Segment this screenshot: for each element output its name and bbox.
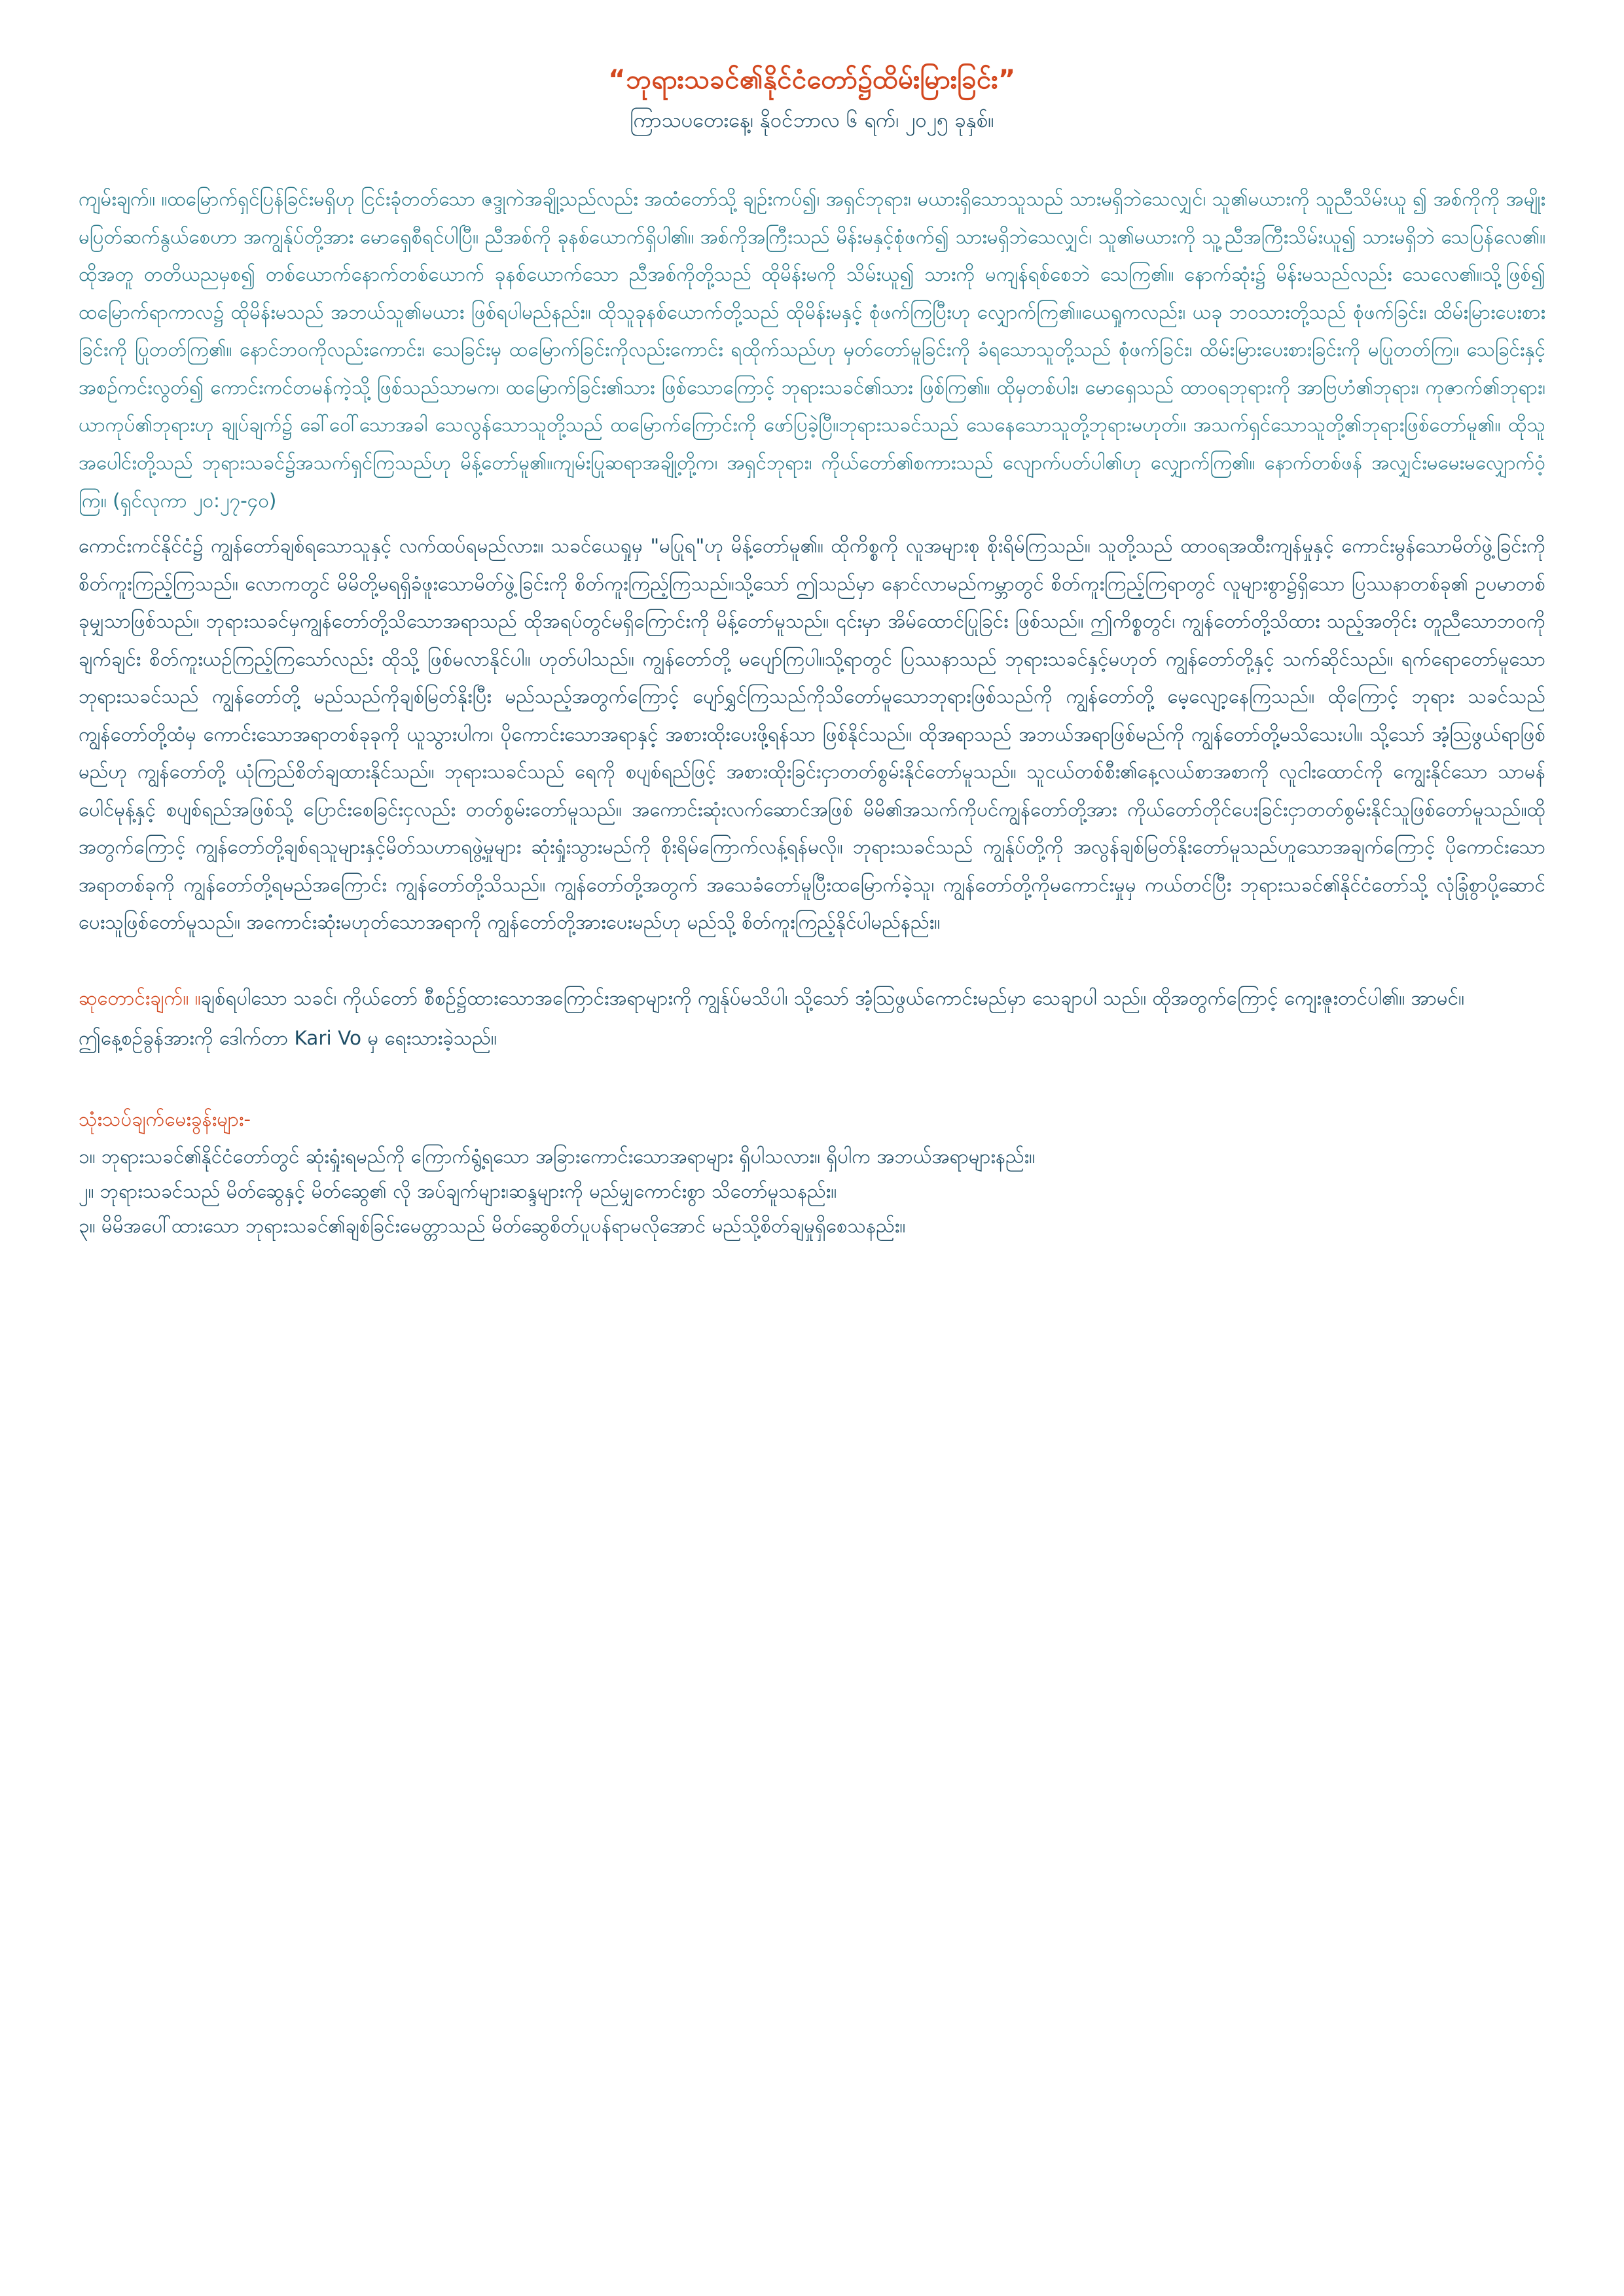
prayer-text: ချစ်ရပါသော သခင်၊ ကိုယ်တော် စီစဉ်၌ထားသောအကြောင်းအရာများကို ကျွန်ုပ်မသိပါ၊ သို့သော် အံ့သြဖွယ်ကောင်းမည်မှာ သေချာပါ သည်။ ထိုအတွက်ကြောင့် ကျေးဇူးတင်ပါ၏။ အာမင်။ (200, 986, 1464, 1009)
author-credit: ဤနေ့စဉ်ခွန်အားကို ဒေါက်တာ Kari Vo မှ ရေးသားခဲ့သည်။ (79, 1027, 497, 1050)
devotional-body-paragraph: ကောင်းကင်နိုင်ငံ၌ ကျွန်တော်ချစ်ရသောသူနှင့် လက်ထပ်ရမည်လား။ သခင်ယေရှုမှ "မပြုရ"ဟု မိန့်တော်မူ၏။ ထိုကိစ္စကို လူအများစု စိုးရိမ်ကြသည်။ သူတို့သည် ထာဝရအထီးကျန်မှုနှင့် ကောင်းမွန်သောမိတ်ဖွဲ့ခြင်းကို စိတ်ကူးကြည့်ကြသည်။ လောကတွင် မိမိတို့မရရှိခံဖူးသောမိတ်ဖွဲ့ခြင်းကို စိတ်ကူးကြည့်ကြသည်။သို့သော် ဤသည်မှာ နောင်လာမည်ကမ္ဘာတွင် စိတ်ကူးကြည့်ကြရာတွင် လူများစွာ၌ရှိသော ပြဿနာတစ်ခု၏ ဥပမာတစ်ခုမျှသာဖြစ်သည်။ ဘုရားသခင်မှကျွန်တော်တို့သိသောအရာသည် ထိုအရပ်တွင်မရှိကြောင်းကို မိန့်တော်မူသည်။ ၎င်းမှာ အိမ်ထောင်ပြုခြင်း ဖြစ်သည်။ ဤကိစ္စတွင်၊ ကျွန်တော်တို့သိထား သည့်အတိုင်း တူညီသောဘဝကို ချက်ချင်း စိတ်ကူးယဉ်ကြည့်ကြသော်လည်း ထိုသို့ ဖြစ်မလာနိုင်ပါ။ ဟုတ်ပါသည်။ ကျွန်တော်တို့ မပျော်ကြပါ။သို့ရာတွင် ပြဿနာသည် ဘုရားသခင်နှင့်မဟုတ် ကျွန်တော်တို့နှင့် သက်ဆိုင်သည်။ ရက်ရောတော်မူသောဘုရားသခင်သည် ကျွန်တော်တို့ မည်သည်ကိုချစ်မြတ်နိုးပြီး မည်သည့်အတွက်ကြောင့် ပျော်ရွှင်ကြသည်ကိုသိတော်မူသောဘုရားဖြစ်သည်ကို ကျွန်တော်တို့ မေ့လျော့နေကြသည်။ ထိုကြောင့် ဘုရား သခင်သည် ကျွန်တော်တို့ထံမှ ကောင်းသောအရာတစ်ခုခုကို ယူသွားပါက၊ ပိုကောင်းသောအရာနှင့် အစားထိုးပေးဖို့ရန်သာ ဖြစ်နိုင်သည်။ ထိုအရာသည် အဘယ်အရာဖြစ်မည်ကို ကျွန်တော်တို့မသိသေးပါ။ သို့သော် အံ့သြဖွယ်ရာဖြစ်မည်ဟု ကျွန်တော်တို့ ယုံကြည်စိတ်ချထားနိုင်သည်။ ဘုရားသခင်သည် ရေကို စပျစ်ရည်ဖြင့် အစားထိုးခြင်းငှာတတ်စွမ်းနိုင်တော်မူသည်။ သူငယ်တစ်စီး၏နေ့လယ်စာအစာကို လူငါးထောင်ကို ကျွေးနိုင်သော သာမန်ပေါင်မုန့်နှင့် စပျစ်ရည်အဖြစ်သို့ ပြောင်းစေခြင်းငှလည်း တတ်စွမ်းတော်မူသည်။ အကောင်းဆုံးလက်ဆောင်အဖြစ် မိမိ၏အသက်ကိုပင်ကျွန်တော်တို့အား ကိုယ်တော်တိုင်ပေးခြင်းငှာတတ်စွမ်းနိုင်သူဖြစ်တော်မူသည်။ထိုအတွက်ကြောင့် ကျွန်တော်တို့ချစ်ရသူများနှင့်မိတ်သဟာရဖွဲ့မှုများ ဆုံးရှုံးသွားမည်ကို စိုးရိမ်ကြောက်လန့်ရန်မလို။ ဘုရားသခင်သည် ကျွန်ုပ်တို့ကို အလွန်ချစ်မြတ်နိုးတော်မူသည်ဟူသောအချက်ကြောင့် ပိုကောင်းသောအရာတစ်ခုကို ကျွန်တော်တို့ရမည်အကြောင်း ကျွန်တော်တို့သိသည်။ ကျွန်တော်တို့အတွက် အသေခံတော်မူပြီးထမြောက်ခဲ့သူ၊ ကျွန်တော်တို့ကိုမကောင်းမှုမှ ကယ်တင်ပြီး ဘုရားသခင်၏နိုင်ငံတော်သို့ လုံခြုံစွာပို့ဆောင်ပေးသူဖြစ်တော်မူသည်။ အကောင်းဆုံးမဟုတ်သောအရာကို ကျွန်တော်တို့အားပေးမည်ဟု မည်သို့ စိတ်ကူးကြည့်နိုင်ပါမည်နည်း။ (79, 535, 1545, 934)
question-item: ၂။ ဘုရားသခင်သည် မိတ်ဆွေနှင့် မိတ်ဆွေ၏ လို အပ်ချက်များ၊ဆန္ဒများကို မည်မျှကောင်းစွာ သိတော်မူသနည်း။ (79, 1180, 837, 1203)
question-item: ၁။ ဘုရားသခင်၏နိုင်ငံတော်တွင် ဆုံးရှုံးရမည်ကို ကြောက်ရွံ့ရသော အခြားကောင်းသောအရာများ ရှိပါသလား။ ရှိပါက အဘယ်အရာများနည်း။ (79, 1145, 1036, 1168)
questions-heading: သုံးသပ်ချက်မေးခွန်းများ- (79, 1107, 251, 1130)
page-title: “ဘုရားသခင်၏နိုင်ငံတော်၌ထိမ်းမြားခြင်း” (608, 65, 1016, 95)
prayer-section (79, 980, 1545, 1058)
scripture-paragraph: ကျမ်းချက်။ ။ထမြောက်ရှင်ပြန်ခြင်းမရှိဟု ငြင်းခုံတတ်သော ဇဒ္ဒုကဲအချို့သည်လည်း အထံတော်သို့ ချဉ်းကပ်၍၊ အရှင်ဘုရား၊ မယားရှိသောသူသည် သားမရှိဘဲသေလျှင်၊ သူ၏မယားကို သူညီသိမ်းယူ ၍ အစ်ကိုကို အမျိုးမပြတ်ဆက်နွယ်စေဟာ အကျွန်ုပ်တို့အား မောရှေစီရင်ပါပြီ။ ညီအစ်ကို ခုနစ်ယောက်ရှိပါ၏။ အစ်ကိုအကြီးသည် မိန်းမနှင့်စုံဖက်၍ သားမရှိဘဲသေလျှင်၊ သူ၏မယားကို သူ့ညီအကြီးသိမ်းယူ၍ သားမရှိဘဲ သေပြန်လေ၏။ ထိုအတူ တတိယညမှစ၍ တစ်ယောက်နောက်တစ်ယောက် ခုနစ်ယောက်သော ညီအစ်ကိုတို့သည် ထိုမိန်းမကို သိမ်းယူ၍ သားကို မကျန်ရစ်စေဘဲ သေကြ၏။ နောက်ဆုံး၌ မိန်းမသည်လည်း သေလေ၏။သို့ဖြစ်၍ ထမြောက်ရာကာလ၌ ထိုမိန်းမသည် အဘယ်သူ၏မယား ဖြစ်ရပါမည်နည်း။ ထိုသူခုနစ်ယောက်တို့သည် ထိုမိန်းမနှင့် စုံဖက်ကြပြီးဟု လျှောက်ကြ၏။ယေရှုကလည်း၊ ယခု ဘဝသားတို့သည် စုံဖက်ခြင်း၊ ထိမ်းမြားပေးစားခြင်းကို ပြုတတ်ကြ၏။ နောင်ဘဝကိုလည်းကောင်း၊ သေခြင်းမှ ထမြောက်ခြင်းကိုလည်းကောင်း ရထိုက်သည်ဟု မှတ်တော်မူခြင်းကို ခံရသောသူတို့သည် စုံဖက်ခြင်း၊ ထိမ်းမြားပေးစားခြင်းကို မပြုတတ်ကြ။ သေခြင်းနှင့် အစဉ်ကင်းလွတ်၍ ကောင်းကင်တမန်ကဲ့သို့ ဖြစ်သည်သာမက၊ ထမြောက်ခြင်း၏သား ဖြစ်သောကြောင့် ဘုရားသခင်၏သား ဖြစ်ကြ၏။ ထိုမှတစ်ပါး၊ မောရှေသည် ထာဝရဘုရားကို အာဗြဟံ၏ဘုရား၊ ကုဇာက်၏ဘုရား၊ ယာကုပ်၏ဘုရားဟု ချုပ်ချက်၌ ခေါ်ဝေါ်သောအခါ သေလွန်သောသူတို့သည် ထမြောက်ကြောင်းကို ဖော်ပြခဲ့ပြီ။ဘုရားသခင်သည် သေနေသောသူတို့ဘုရားမဟုတ်။ အသက်ရှင်သောသူတို့၏ဘုရားဖြစ်တော်မူ၏။ ထိုသူအပေါင်းတို့သည် ဘုရားသခင်၌အသက်ရှင်ကြသည်ဟု မိန့်တော်မူ၏။ကျမ်းပြုဆရာအချို့တို့က၊ အရှင်ဘုရား၊ ကိုယ်တော်၏စကားသည် လျောက်ပတ်ပါ၏ဟု လျှောက်ကြ၏။ နောက်တစ်ဖန် အလျှင်းမမေးမလျှောက်ဝံ့ကြ။ (ရှင်လုကာ ၂၀:၂၇-၄၀) (79, 188, 1545, 512)
prayer-label: ဆုတောင်းချက်။ ။ (79, 986, 201, 1009)
document-date: ကြာသပတေးနေ့၊ နိုဝင်ဘာလ ၆ ရက်၊ ၂၀၂၅ ခုနှစ်။ (630, 109, 994, 132)
question-item: ၃။ မိမိအပေါ်ထားသော ဘုရားသခင်၏ချစ်ခြင်းမေတ္တာသည် မိတ်ဆွေစိတ်ပူပန်ရာမလိုအောင် မည်သို့စိတ်ချမှုရှိစေသနည်း။ (79, 1215, 906, 1238)
